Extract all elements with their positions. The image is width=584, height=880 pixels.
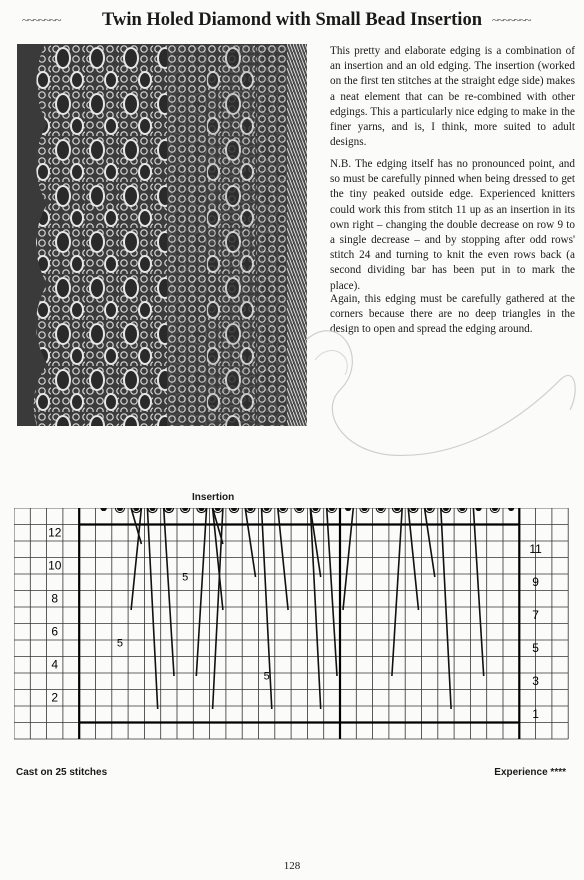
svg-text:2: 2 [51, 690, 59, 705]
knitting-chart [14, 508, 570, 744]
title-ornament-right: ~~~~~~~ [492, 13, 531, 27]
svg-text:5: 5 [116, 637, 124, 650]
page-number: 128 [283, 860, 301, 872]
svg-text:11: 11 [529, 541, 542, 556]
svg-text:12: 12 [48, 525, 62, 540]
svg-text:5: 5 [263, 670, 270, 683]
title-ornament-left: ~~~~~~~ [22, 13, 61, 27]
intro-paragraph: This pretty and elaborate edging is a combination of an insertion and an old edging. The insertion (worked on the first ten stitches at the straight edge side) makes a neat element that can be re-combined with other edgings. This a particularly nice edging to make in the finer yarns, and is, I think, more suited to adult designs. [330, 45, 575, 149]
corner-paragraph: Again, this edging must be carefully gathered at the corners because there are no deep triangles in the design to open and spread the edging around. [330, 293, 575, 336]
experience-rating: Experience **** [494, 767, 566, 778]
svg-text:9: 9 [532, 574, 539, 589]
nb-paragraph: N.B. The edging itself has no pronounced point, and so must be carefully pinned when being dressed to get the tiny peaked outside edge. Experienced knitters could work this from stitch 11 up as an insertion in its own right – changing the double decrease on row 9 to a single decrease – and by stopping after odd rows' stitch 24 and turning to knit the even rows back (a second dividing bar has been put in to mark the place). [330, 158, 575, 292]
svg-text:10: 10 [48, 558, 62, 573]
chart-grid [14, 508, 568, 739]
svg-text:7: 7 [532, 607, 539, 622]
lace-photo [17, 44, 307, 426]
svg-text:6: 6 [51, 624, 59, 639]
svg-text:5: 5 [182, 571, 189, 584]
decorative-swirl [300, 300, 584, 480]
svg-text:5: 5 [532, 640, 539, 655]
insertion-label: Insertion [192, 492, 235, 503]
svg-text:8: 8 [51, 591, 59, 606]
svg-text:4: 4 [51, 657, 59, 672]
cast-on-note: Cast on 25 stitches [16, 767, 108, 778]
svg-text:1: 1 [532, 706, 539, 721]
svg-text:3: 3 [532, 673, 539, 688]
page-title: Twin Holed Diamond with Small Bead Insertion [102, 10, 482, 30]
